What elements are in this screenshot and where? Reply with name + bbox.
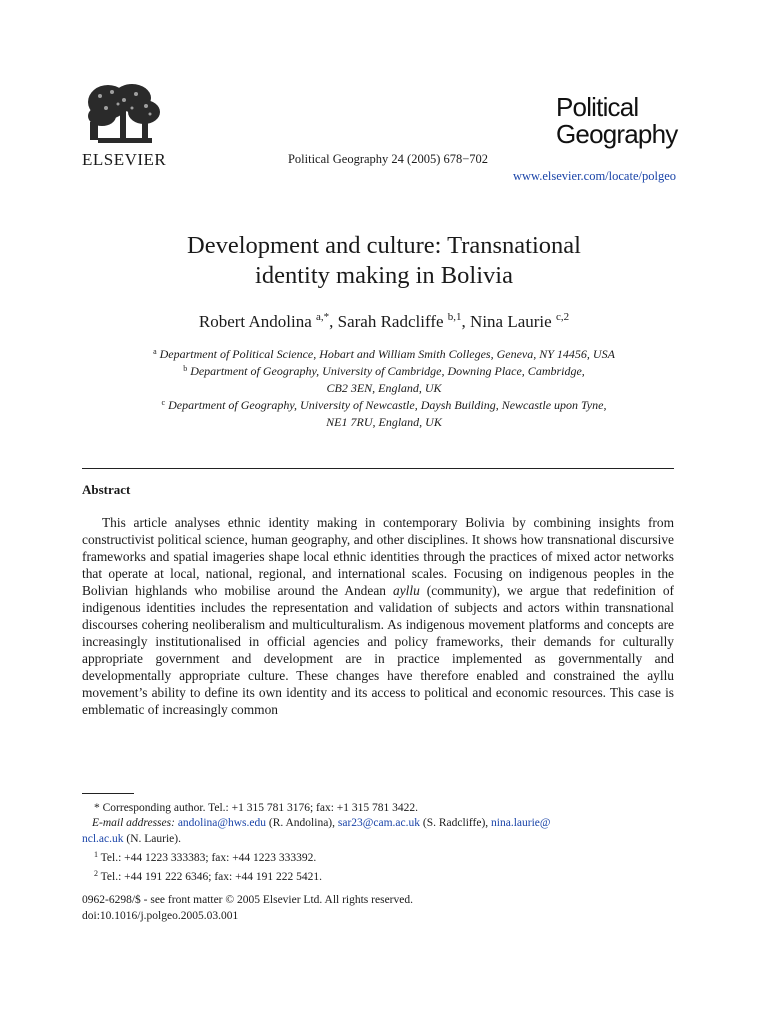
- author-marks[interactable]: b,1: [447, 311, 462, 323]
- journal-citation: Political Geography 24 (2005) 678−702: [287, 152, 489, 166]
- affiliation-text-line2: NE1 7RU, England, UK: [326, 414, 442, 429]
- email-link-laurie-cont[interactable]: ncl.ac.uk: [82, 832, 124, 845]
- journal-logo-line1: Political: [556, 92, 639, 122]
- footnote-2: [82, 866, 674, 885]
- author-marks[interactable]: a,*: [316, 311, 330, 323]
- publisher-name: ELSEVIER: [82, 150, 167, 169]
- affiliation-mark: b: [183, 364, 188, 373]
- abstract-text: [82, 514, 674, 718]
- section-divider: [82, 468, 674, 469]
- footnote-corresponding: [82, 801, 674, 816]
- journal-logo-line2: Geography: [556, 119, 678, 149]
- affiliation-c: [0, 395, 768, 430]
- author-name: Sarah Radcliffe: [337, 312, 444, 331]
- copyright-line: 0962-6298/$ - see front matter © 2005 Elsevier Ltd. All rights reserved.: [82, 894, 413, 906]
- affiliation-text-line2: CB2 3EN, England, UK: [326, 380, 442, 395]
- copyright-block: [82, 893, 413, 924]
- footnote-text: Tel.: +44 191 222 6346; fax: +44 191 222 5421.: [100, 871, 323, 884]
- footnote-mark: 1: [94, 849, 98, 859]
- abstract-italic-term: ayllu: [393, 583, 420, 598]
- footnote-text: Tel.: +44 1223 333383; fax: +44 1223 333392.: [100, 851, 317, 864]
- affiliation-b: [0, 361, 768, 396]
- author-separator: ,: [461, 312, 471, 331]
- author-name: Robert Andolina: [198, 312, 312, 331]
- abstract-text-part2: (community), we argue that redefinition of indigenous identities includes the representation and validation of subjects and actors within transnational discourses cohering neoliberalism and multiculturalism. As indigenous movement platforms and concepts are increasingly institutionalised in official agencies and policy frameworks, their demands for culturally appropriate government and development are in practice implemented as governmentally and developmentally appropriate culture. These changes have therefore enabled and constrained the ayllu movement’s ability to define its own identity and its access to political and economic resources. This case is emblematic of increasingly common: [82, 583, 674, 717]
- email-owner: (R. Andolina),: [268, 817, 336, 830]
- affiliation-a: [0, 344, 768, 363]
- email-owner: (S. Radcliffe),: [422, 817, 489, 830]
- author-separator: ,: [329, 312, 338, 331]
- elsevier-tree-logo-icon: [84, 82, 162, 148]
- footnote-emails: [82, 816, 674, 831]
- affiliation-text: Department of Geography, University of Cambridge, Downing Place, Cambridge,: [190, 364, 585, 378]
- doi-line: doi:10.1016/j.polgeo.2005.03.001: [82, 909, 239, 922]
- abstract-text-part1: This article analyses ethnic identity making in contemporary Bolivia by combining insights from constructivist political science, human geography, and other disciplines. It shows how transnational discursive frameworks and spatial imageries shape local ethnic identities through the practices of mixed actor networks that operate at local, national, regional, and international scales. Focusing on indigenous peoples in the Bolivian highlands who mobilise around the Andean: [82, 515, 674, 598]
- affiliation-text: Department of Geography, University of Newcastle, Daysh Building, Newcastle upon Tyne,: [168, 398, 607, 412]
- email-link-andolina[interactable]: andolina@hws.edu: [177, 817, 267, 830]
- abstract-heading: Abstract: [82, 482, 131, 497]
- title-line-2: identity making in Bolivia: [255, 262, 513, 289]
- footnote-mark: 2: [94, 869, 98, 879]
- affiliation-mark: c: [161, 398, 166, 407]
- author-marks[interactable]: c,2: [555, 311, 570, 323]
- journal-logo: [556, 94, 677, 148]
- footnote-mark: *: [94, 802, 100, 814]
- affiliation-mark: a: [153, 347, 157, 356]
- email-link-radcliffe[interactable]: sar23@cam.ac.uk: [337, 817, 421, 830]
- article-title: [0, 231, 768, 291]
- email-label: E-mail addresses:: [92, 817, 175, 830]
- title-line-1: Development and culture: Transnational: [187, 232, 581, 259]
- footnote-text: Corresponding author. Tel.: +1 315 781 3176; fax: +1 315 781 3422.: [102, 802, 419, 814]
- email-link-laurie[interactable]: nina.laurie@: [491, 817, 551, 830]
- footnote-1: [82, 847, 674, 866]
- footnote-emails-cont: [82, 832, 674, 847]
- author-name: Nina Laurie: [470, 312, 552, 331]
- footnotes: [82, 801, 674, 885]
- author-list: [0, 311, 768, 332]
- journal-url-link[interactable]: www.elsevier.com/locate/polgeo: [512, 169, 676, 183]
- email-owner: (N. Laurie).: [126, 832, 181, 845]
- footnote-divider: [82, 793, 134, 794]
- affiliation-text: Department of Political Science, Hobart and William Smith Colleges, Geneva, NY 14456, USA: [159, 347, 615, 361]
